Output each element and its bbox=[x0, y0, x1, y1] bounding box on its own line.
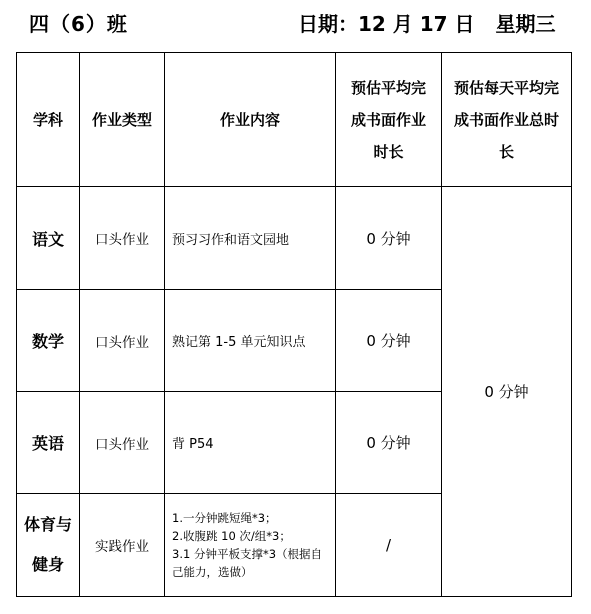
page-header bbox=[0, 6, 591, 40]
subject-cell: 数学 bbox=[17, 290, 80, 392]
content-cell: 预习习作和语文园地 bbox=[165, 187, 336, 290]
time-cell: 0 分钟 bbox=[336, 290, 442, 392]
subject-cell: 英语 bbox=[17, 392, 80, 494]
total-time-cell: 0 分钟 bbox=[442, 187, 572, 597]
list-item: 2.收腹跳 10 次/组*3； bbox=[172, 529, 291, 543]
header-avg-time: 预估平均完成书面作业时长 bbox=[336, 53, 442, 187]
table-row bbox=[17, 187, 572, 290]
content-cell: 熟记第 1-5 单元知识点 bbox=[165, 290, 336, 392]
content-list-cell bbox=[165, 494, 336, 597]
time-cell: 0 分钟 bbox=[336, 392, 442, 494]
class-name: 四（6）班 bbox=[29, 12, 128, 36]
header-total-time: 预估每天平均完成书面作业总时长 bbox=[442, 53, 572, 187]
header-type: 作业类型 bbox=[80, 53, 165, 187]
table-header-row bbox=[17, 53, 572, 187]
list-item: 1.一分钟跳短绳*3； bbox=[172, 511, 277, 525]
type-cell: 口头作业 bbox=[80, 392, 165, 494]
time-cell: / bbox=[336, 494, 442, 597]
content-cell: 背 P54 bbox=[165, 392, 336, 494]
type-cell: 口头作业 bbox=[80, 187, 165, 290]
subject-cell: 体育与健身 bbox=[17, 494, 80, 597]
subject-cell: 语文 bbox=[17, 187, 80, 290]
time-cell: 0 分钟 bbox=[336, 187, 442, 290]
type-cell: 口头作业 bbox=[80, 290, 165, 392]
list-item: 3.1 分钟平板支撑*3（根据自己能力，选做） bbox=[172, 547, 323, 579]
date-weekday: 日期：12 月 17 日 星期三 bbox=[298, 12, 556, 36]
type-cell: 实践作业 bbox=[80, 494, 165, 597]
homework-table bbox=[16, 52, 572, 597]
header-content: 作业内容 bbox=[165, 53, 336, 187]
header-subject: 学科 bbox=[17, 53, 80, 187]
